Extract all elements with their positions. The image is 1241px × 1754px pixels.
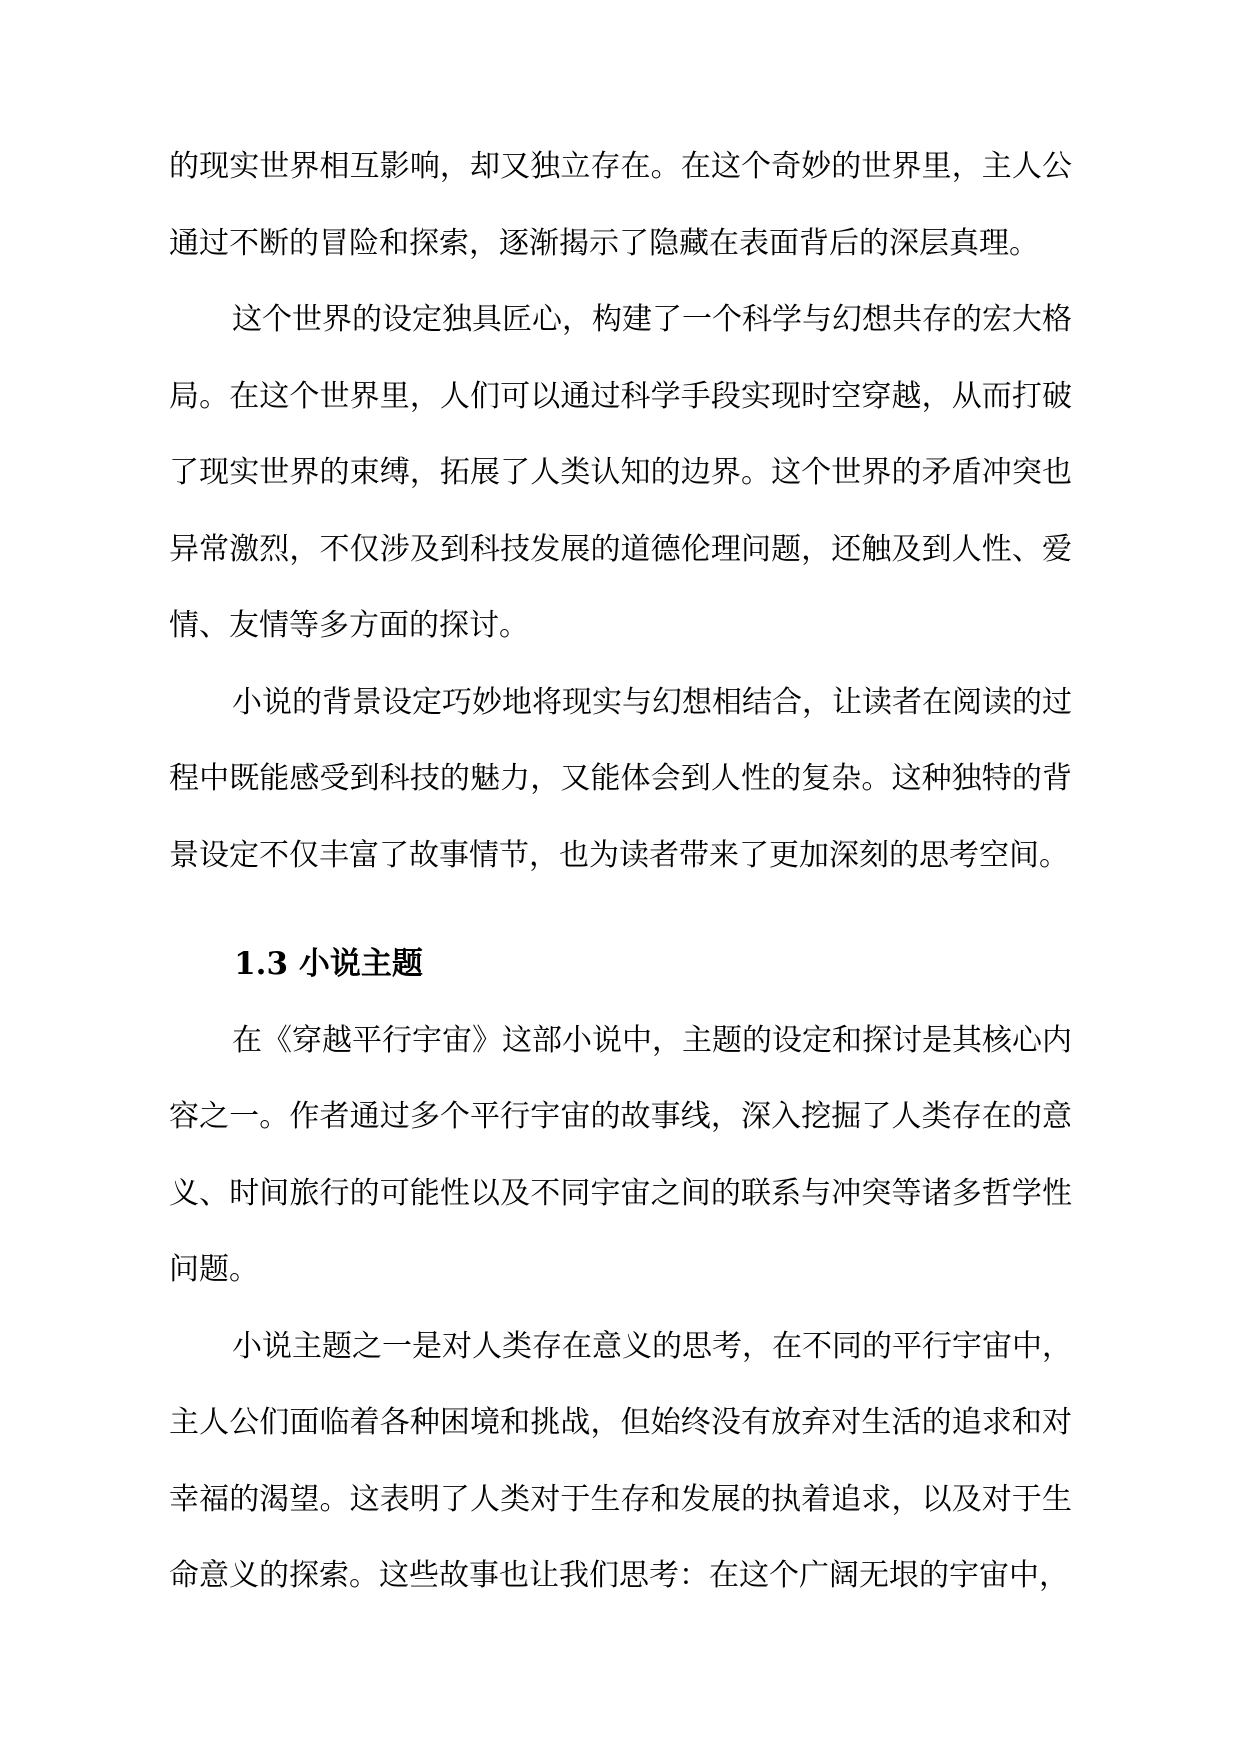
- paragraph-continuation: 的现实世界相互影响，却又独立存在。在这个奇妙的世界里，主人公通过不断的冒险和探索，逐渐揭示了隐藏在表面背后的深层真理。: [169, 149, 1072, 261]
- paragraph-world-setting: 这个世界的设定独具匠心，构建了一个科学与幻想共存的宏大格局。在这个世界里，人们可以通过科学手段实现时空穿越，从而打破了现实世界的束缚，拓展了人类认知的边界。这个世界的矛盾冲突也异常激烈，不仅涉及到科技发展的道德伦理问题，还触及到人性、爱情、友情等多方面的探讨。: [169, 302, 1072, 643]
- paragraph-theme-intro: 在《穿越平行宇宙》这部小说中，主题的设定和探讨是其核心内容之一。作者通过多个平行宇宙的故事线，深入挖掘了人类存在的意义、时间旅行的可能性以及不同宇宙之间的联系与冲突等诸多哲学性问题。: [169, 1022, 1072, 1287]
- paragraph-background-setting: 小说的背景设定巧妙地将现实与幻想相结合，让读者在阅读的过程中既能感受到科技的魅力，又能体会到人性的复杂。这种独特的背景设定不仅丰富了故事情节，也为读者带来了更加深刻的思考空间。: [169, 684, 1072, 873]
- section-heading-1-3: 1.3 小说主题: [234, 946, 423, 982]
- paragraph-theme-meaning: 小说主题之一是对人类存在意义的思考，在不同的平行宇宙中，主人公们面临着各种困境和挑战，但始终没有放弃对生活的追求和对幸福的渴望。这表明了人类对于生存和发展的执着追求，以及对于生命意义的探索。这些故事也让我们思考：在这个广阔无垠的宇宙中，: [169, 1328, 1072, 1593]
